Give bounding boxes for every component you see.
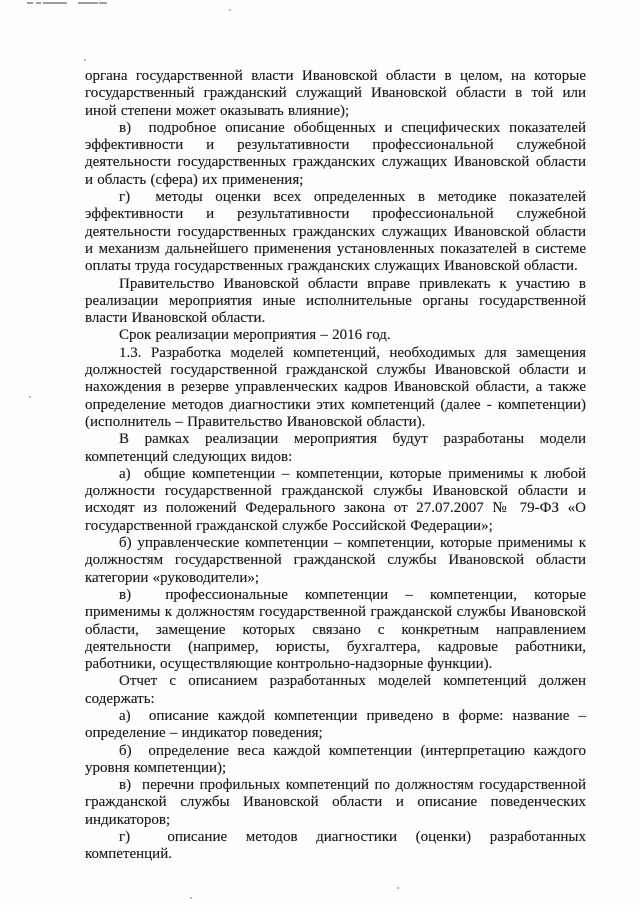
- scan-speck: [190, 897, 192, 899]
- paragraph: Отчет с описанием разработанных моделей компетенций должен содержать:: [85, 673, 586, 707]
- paragraph-section-1-3: 1.3. Разработка моделей компетенций, необходимых для замещения должностей государственной гражданской службы Ивановской области и нахождения в резерве управленческих кадров Ивановской области, а также определение методов диагностики этих компетенций (далее - компетенции) (исполнитель – Правительство Ивановской области).: [85, 344, 586, 430]
- paragraph-list-item: в) подробное описание обобщенных и специфических показателей эффективности и результативности профессиональной служебной деятельности государственных гражданских служащих Ивановской области и область (сфера) их применения;: [85, 119, 586, 188]
- paragraph-list-item: в) перечни профильных компетенций по должностям государственной гражданской службы Ивановской области и описание поведенческих индикаторов;: [85, 777, 586, 828]
- scan-speck: [84, 59, 86, 61]
- paragraph: Правительство Ивановской области вправе привлекать к участию в реализации мероприятия иные исполнительные органы государственной власти Ивановской области.: [85, 275, 586, 327]
- scan-artifact: [99, 2, 107, 4]
- paragraph-list-item: г) методы оценки всех определенных в методике показателей эффективности и результативности профессиональной служебной деятельности государственных гражданских служащих Ивановской области и механизм дальнейшего применения установленных показателей в системе оплаты труда государственных гражданских служащих Ивановской области.: [85, 189, 586, 275]
- scan-speck: [29, 396, 31, 398]
- paragraph-list-item: б) определение веса каждой компетенции (интерпретацию каждого уровня компетенции);: [85, 742, 586, 776]
- scan-artifact: [27, 2, 33, 4]
- paragraph: органа государственной власти Ивановской области в целом, на которые государственный гражданский служащий Ивановской области в той или иной степени может оказывать влияние);: [85, 68, 586, 119]
- paragraph-list-item: а) описание каждой компетенции приведено в форме: название – определение – индикатор поведения;: [85, 707, 586, 742]
- paragraph-list-item: б) управленческие компетенции – компетенции, которые применимы к должностям государственной гражданской службы Ивановской области категории «руководители»;: [85, 535, 586, 586]
- paragraph-list-item: г) описание методов диагностики (оценки) разработанных компетенций.: [85, 829, 586, 863]
- scan-artifact: [36, 2, 41, 4]
- scan-speck: [229, 9, 231, 11]
- paragraph: В рамках реализации мероприятия будут разработаны модели компетенций следующих видов:: [85, 431, 586, 465]
- paragraph-deadline: Срок реализации мероприятия – 2016 год.: [119, 327, 391, 344]
- paragraph-list-item: а) общие компетенции – компетенции, которые применимы к любой должности государственной гражданской службы Ивановской области и исходят из положений Федерального закона от 27.07.2007 № 79-ФЗ «О государственной гражданской службе Российской Федерации»;: [85, 465, 586, 534]
- paragraph-list-item: в) профессиональные компетенции – компетенции, которые применимы к должностям государственной гражданской службы Ивановской области, замещение которых связано с конкретным направлением деятельности (например, юристы, бухгалтера, кадровые работники, работники, осуществляющие контрольно-надзорные функции).: [85, 586, 586, 673]
- document-text-block: [85, 68, 586, 864]
- scan-artifact: [78, 2, 98, 4]
- scan-artifact: [43, 2, 67, 4]
- scan-speck: [397, 887, 399, 889]
